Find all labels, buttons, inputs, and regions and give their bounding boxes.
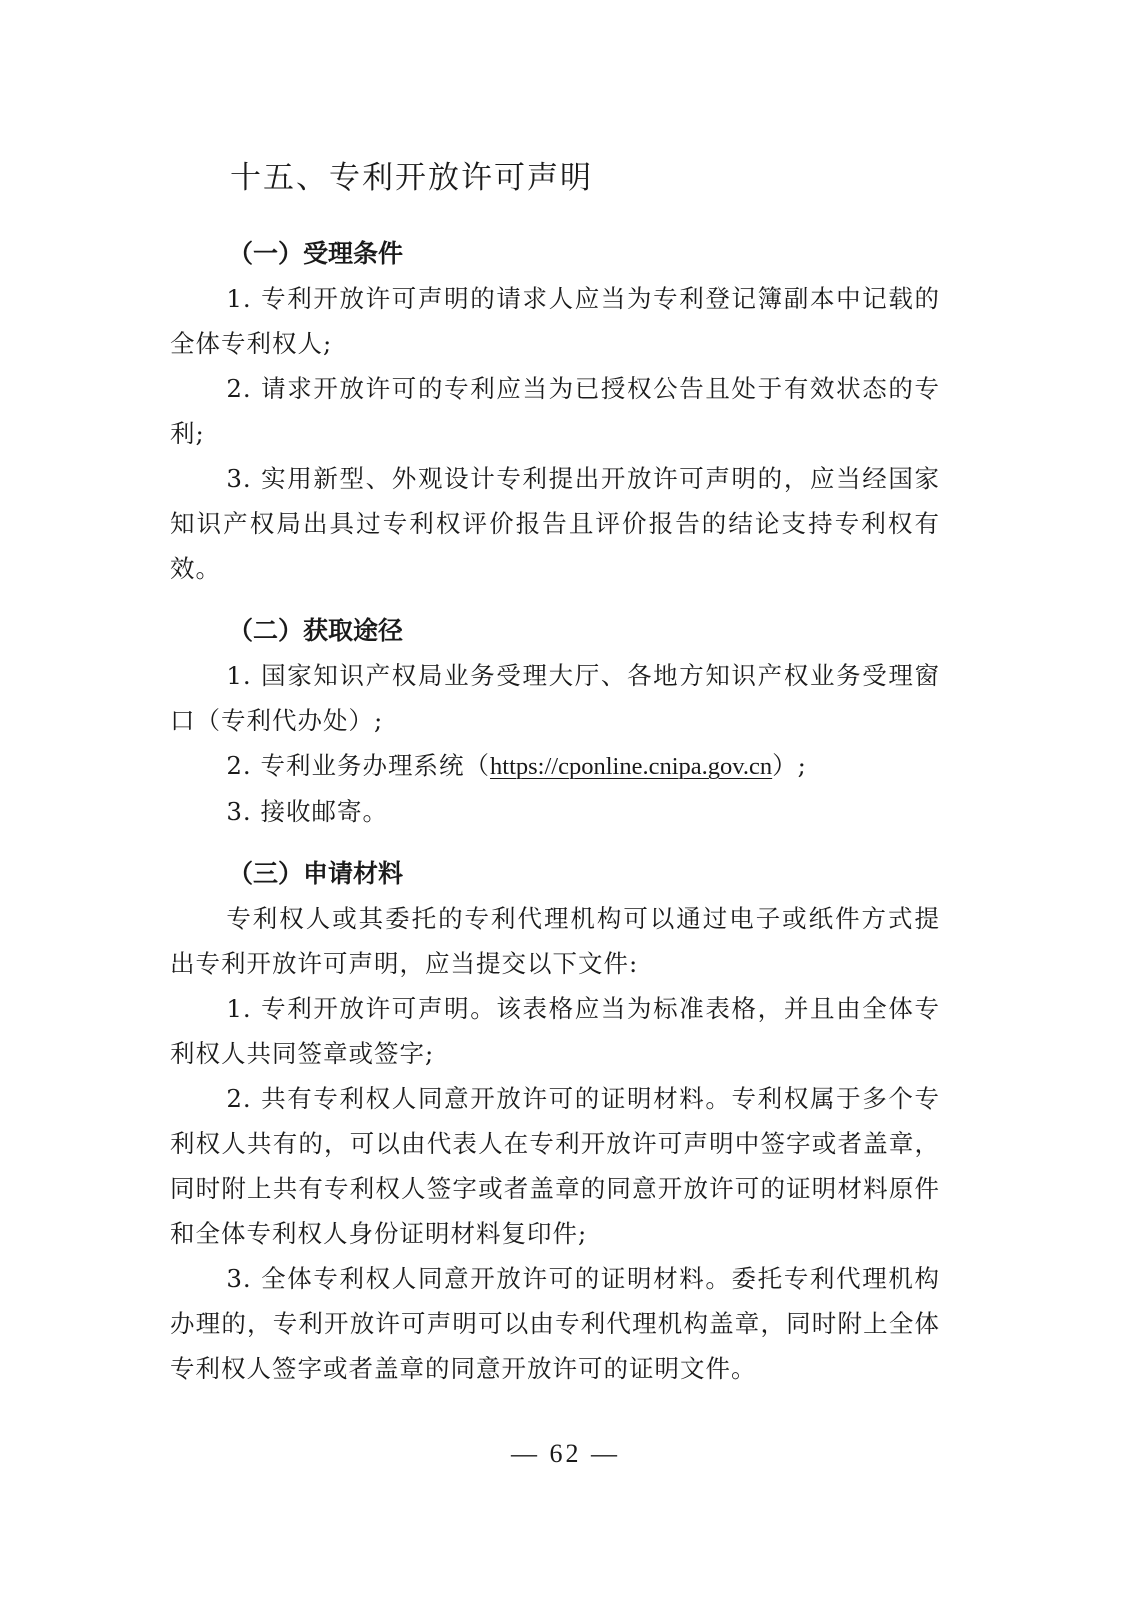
section-heading-application-materials: （三）申请材料 <box>228 859 404 888</box>
paragraph: 1. 国家知识产权局业务受理大厅、各地方知识产权业务受理窗口（专利代办处）; <box>170 661 940 735</box>
paragraph: 3. 实用新型、外观设计专利提出开放许可声明的，应当经国家知识产权局出具过专利权评价报告且评价报告的结论支持专利权有效。 <box>170 464 940 583</box>
section-heading-acceptance-conditions: （一）受理条件 <box>228 239 404 268</box>
page-title: 十五、专利开放许可声明 <box>230 160 593 196</box>
link-prefix: 2. 专利业务办理系统（ <box>226 751 491 780</box>
paragraph: 2. 共有专利权人同意开放许可的证明材料。专利权属于多个专利权人共有的，可以由代表人在专利开放许可声明中签字或者盖章，同时附上共有专利权人签字或者盖章的同意开放许可的证明材料原件和全体专利权人身份证明材料复印件; <box>170 1084 940 1248</box>
paragraph: 3. 接收邮寄。 <box>226 797 389 826</box>
paragraph: 1. 专利开放许可声明的请求人应当为专利登记簿副本中记载的全体专利权人; <box>170 284 940 358</box>
section-heading-access-channels: （二）获取途径 <box>228 616 404 645</box>
link-suffix: ）; <box>772 751 807 780</box>
paragraph: 3. 全体专利权人同意开放许可的证明材料。委托专利代理机构办理的，专利开放许可声明可以由专利代理机构盖章，同时附上全体专利权人签字或者盖章的同意开放许可的证明文件。 <box>170 1264 940 1383</box>
document-body <box>170 231 940 1391</box>
paragraph-with-link <box>170 743 940 789</box>
paragraph: 1. 专利开放许可声明。该表格应当为标准表格，并且由全体专利权人共同签章或签字; <box>170 994 940 1068</box>
paragraph: 专利权人或其委托的专利代理机构可以通过电子或纸件方式提出专利开放许可声明，应当提交以下文件: <box>170 904 940 978</box>
page-number: — 62 — <box>511 1439 620 1468</box>
paragraph: 2. 请求开放许可的专利应当为已授权公告且处于有效状态的专利; <box>170 374 940 448</box>
cponline-link[interactable]: https://cponline.cnipa.gov.cn <box>490 753 773 780</box>
